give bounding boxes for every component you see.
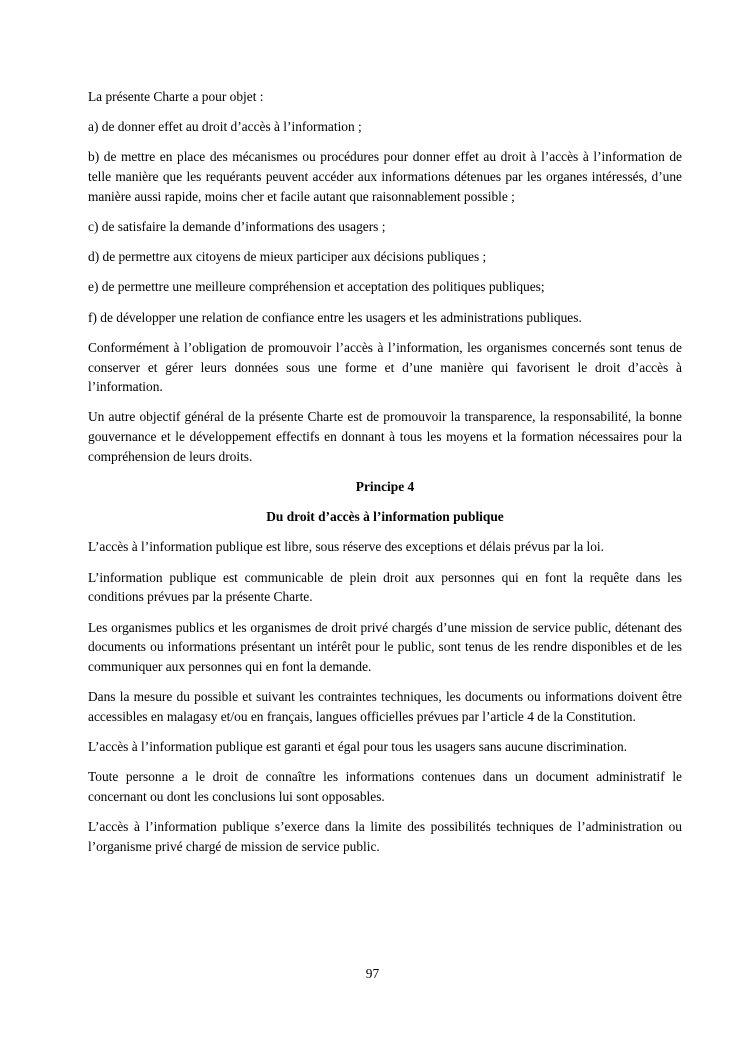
paragraph-equal-access: L’accès à l’information publique est garanti et égal pour tous les usagers sans aucune discrimination. [88, 739, 628, 755]
principle-subtitle: Du droit d’accès à l’information publique [266, 509, 504, 525]
paragraph-languages: Dans la mesure du possible et suivant les contraintes techniques, les documents ou informations doivent être accessibles en malagasy et/ou en français, langues officielles prévues par l’article 4 de la Constitution. [88, 689, 682, 724]
paragraph-organisms: Les organismes publics et les organismes de droit privé chargés d’une mission de service public, détenant des documents ou informations présentant un intérêt pour le public, sont tenus de les rendre disponibles et de les communiquer aux personnes qui en font la demande. [88, 619, 682, 674]
list-item-a: a) de donner effet au droit d’accès à l’information ; [88, 119, 362, 135]
paragraph-intro: La présente Charte a pour objet : [88, 89, 264, 104]
page-number: 97 [365, 966, 380, 981]
list-item-b: b) de mettre en place des mécanismes ou procédures pour donner effet au droit à l’accès à l’information de telle manière que les requérants peuvent accéder aux informations détenues par les organes intéressés, d’une manière aussi rapide, moins cher et facile autant que raisonnablement possible ; [88, 149, 682, 204]
paragraph-technical-limits: L’accès à l’information publique s’exerce dans la limite des possibilités techniques de l’administration ou l’organisme privé chargé de mission de service public. [88, 819, 682, 854]
paragraph-obligation: Conformément à l’obligation de promouvoir l’accès à l’information, les organismes concernés sont tenus de conserver et gérer leurs données sous une forme et d’une manière qui favorisent le droit d’accès à l’information. [88, 339, 682, 395]
paragraph-access-free: L’accès à l’information publique est libre, sous réserve des exceptions et délais prévus par la loi. [88, 539, 604, 555]
paragraph-communicable: L’information publique est communicable de plein droit aux personnes qui en font la requête dans les conditions prévues par la présente Charte. [88, 569, 682, 605]
list-item-c: c) de satisfaire la demande d’informations des usagers ; [88, 219, 386, 235]
list-item-e: e) de permettre une meilleure compréhension et acceptation des politiques publiques; [88, 279, 545, 295]
paragraph-objective: Un autre objectif général de la présente Charte est de promouvoir la transparence, la responsabilité, la bonne gouvernance et le développement effectifs en donnant à tous les moyens et la formation nécessaires pour la compréhension de leurs droits. [88, 409, 682, 464]
principle-title: Principe 4 [355, 479, 415, 495]
document-page [88, 87, 682, 867]
list-item-d: d) de permettre aux citoyens de mieux participer aux décisions publiques ; [88, 249, 487, 265]
list-item-f: f) de développer une relation de confiance entre les usagers et les administrations publiques. [88, 309, 582, 325]
paragraph-right-to-know: Toute personne a le droit de connaître les informations contenues dans un document administratif le concernant ou dont les conclusions lui sont opposables. [88, 769, 682, 804]
